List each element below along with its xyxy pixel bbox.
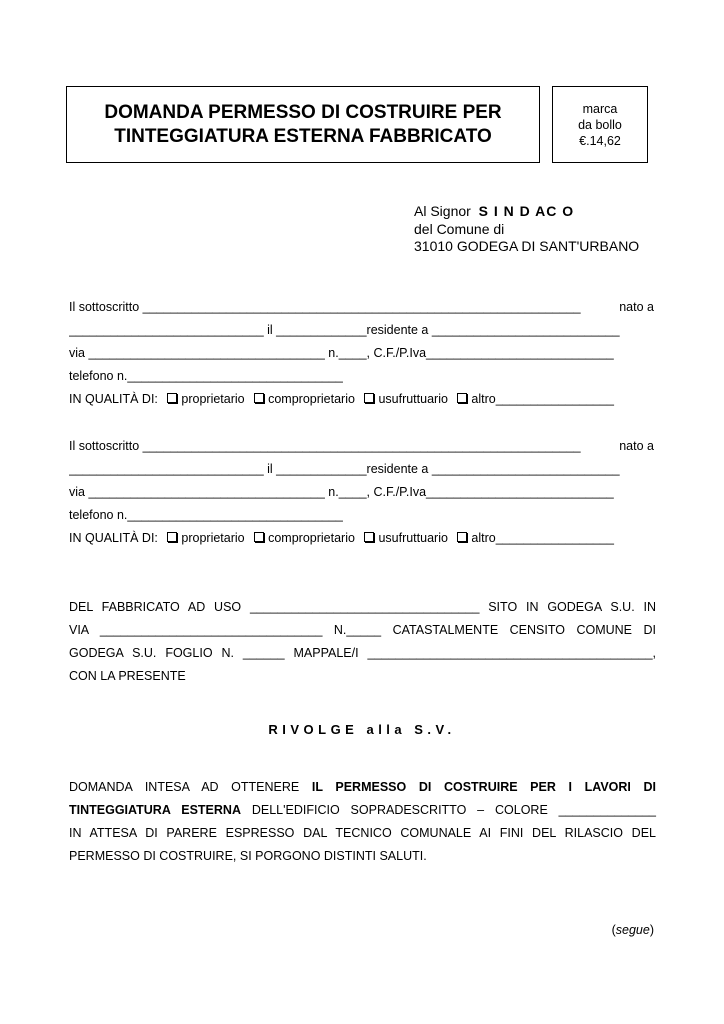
addressee-line-3: 31010 GODEGA DI SANT'URBANO xyxy=(414,238,640,254)
paren-close: ) xyxy=(649,923,654,937)
building-cadastre-field[interactable]: GODEGA S.U. FOGLIO N. ______ MAPPALE/I _________________________________________, xyxy=(69,646,656,660)
applicant-2-name-field[interactable]: Il sottoscritto _______________________________________________________________ xyxy=(69,439,581,453)
stamp-line-3: €.14,62 xyxy=(579,133,621,148)
addressee-prefix: Al Signor xyxy=(414,203,471,219)
applicant-1-role-row xyxy=(69,391,614,407)
applicant-1-birth-residence-field[interactable]: ____________________________ il _____________residente a ___________________________ xyxy=(69,323,620,337)
applicant-1-phone-field[interactable]: telefono n._______________________________ xyxy=(69,369,343,383)
request-text: DOMANDA INTESA AD OTTENERE xyxy=(69,780,300,794)
applicant-1-address-field[interactable]: via __________________________________ n.____, C.F./P.Iva___________________________ xyxy=(69,346,614,360)
checkbox-icon[interactable] xyxy=(457,532,467,542)
addressee-block xyxy=(414,203,639,256)
option-proprietario: proprietario xyxy=(181,392,245,406)
applicant-2-born-label: nato a xyxy=(619,439,654,453)
option-usufruttuario: usufruttuario xyxy=(378,392,448,406)
request-bold-text: IL PERMESSO DI COSTRUIRE PER I LAVORI DI xyxy=(311,780,656,794)
continued-note xyxy=(612,923,654,937)
request-line-2[interactable] xyxy=(69,802,656,818)
applicant-2-address-field[interactable]: via __________________________________ n.____, C.F./P.Iva___________________________ xyxy=(69,485,614,499)
stamp-line-1: marca xyxy=(582,101,618,116)
checkbox-icon[interactable] xyxy=(167,393,177,403)
applicant-1-born-label: nato a xyxy=(619,300,654,314)
checkbox-icon[interactable] xyxy=(167,532,177,542)
request-line-4: PERMESSO DI COSTRUIRE, SI PORGONO DISTINTI SALUTI. xyxy=(69,849,427,863)
revenue-stamp-box xyxy=(552,86,648,163)
checkbox-icon[interactable] xyxy=(364,532,374,542)
building-street-field[interactable]: VIA ________________________________ N._____ CATASTALMENTE CENSITO COMUNE DI xyxy=(69,623,656,637)
checkbox-icon[interactable] xyxy=(254,393,264,403)
request-color-field: DELL'EDIFICIO SOPRADESCRITTO – COLORE ______________ xyxy=(251,803,656,817)
applicant-2-role-row xyxy=(69,530,614,546)
request-line-3: IN ATTESA DI PARERE ESPRESSO DAL TECNICO COMUNALE AI FINI DEL RILASCIO DEL xyxy=(69,826,656,840)
checkbox-icon[interactable] xyxy=(364,393,374,403)
addressee-sindaco: S I N D AC O xyxy=(478,203,575,219)
request-line-1 xyxy=(69,779,656,795)
role-label: IN QUALITÀ DI: xyxy=(69,531,158,545)
stamp-line-2: da bollo xyxy=(578,117,622,132)
applicant-2-birth-residence-field[interactable]: ____________________________ il _____________residente a ___________________________ xyxy=(69,462,620,476)
option-usufruttuario: usufruttuario xyxy=(378,531,448,545)
title-line-2: TINTEGGIATURA ESTERNA FABBRICATO xyxy=(114,125,492,147)
request-bold-text: TINTEGGIATURA ESTERNA xyxy=(69,803,241,817)
option-altro: altro_________________ xyxy=(471,392,614,406)
rivolge-heading: RIVOLGE alla S.V. xyxy=(268,722,456,737)
checkbox-icon[interactable] xyxy=(457,393,467,403)
paren-open: ( xyxy=(611,923,616,937)
applicant-1-name-field[interactable]: Il sottoscritto _______________________________________________________________ xyxy=(69,300,581,314)
option-proprietario: proprietario xyxy=(181,531,245,545)
addressee-line-2: del Comune di xyxy=(414,220,505,237)
option-comproprietario: comproprietario xyxy=(268,531,355,545)
building-use-field[interactable]: DEL FABBRICATO AD USO _________________________________ SITO IN GODEGA S.U. IN xyxy=(69,600,656,614)
document-title xyxy=(66,86,540,163)
addressee-line-1 xyxy=(414,203,639,221)
checkbox-icon[interactable] xyxy=(254,532,264,542)
role-label: IN QUALITÀ DI: xyxy=(69,392,158,406)
building-closing-text: CON LA PRESENTE xyxy=(69,669,186,683)
applicant-2-phone-field[interactable]: telefono n._______________________________ xyxy=(69,508,343,522)
option-comproprietario: comproprietario xyxy=(268,392,355,406)
title-line-1: DOMANDA PERMESSO DI COSTRUIRE PER xyxy=(104,101,502,123)
option-altro: altro_________________ xyxy=(471,531,614,545)
segue-text: segue xyxy=(615,923,650,937)
